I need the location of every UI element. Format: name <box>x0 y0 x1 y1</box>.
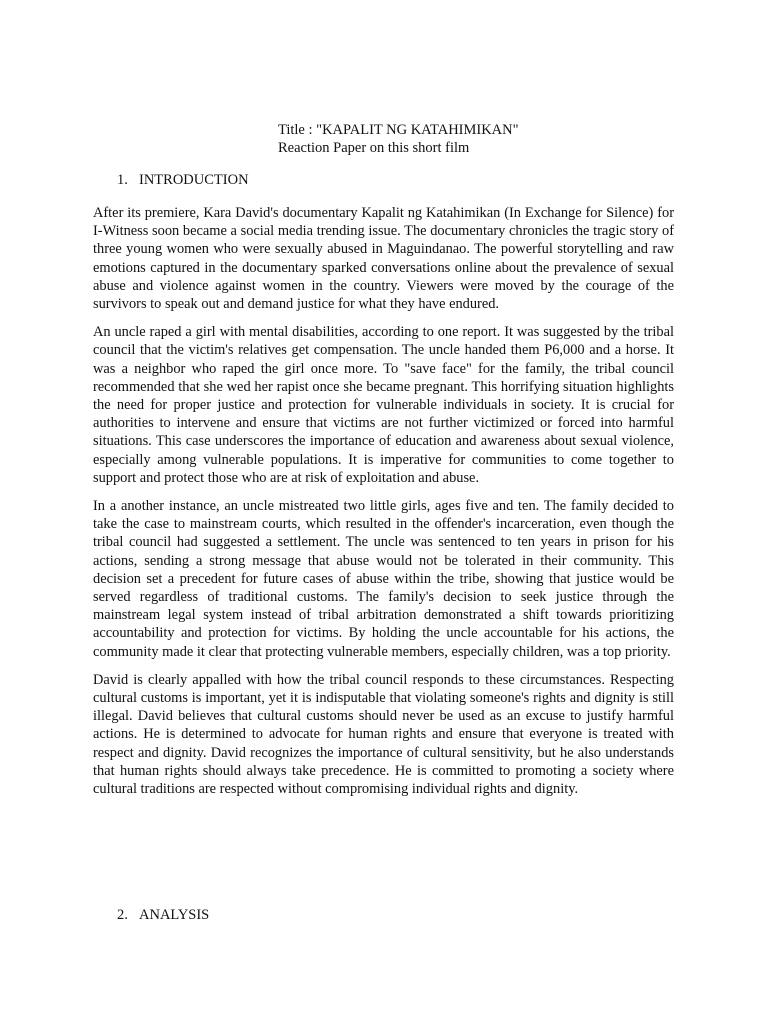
section-label: INTRODUCTION <box>139 172 249 188</box>
document-title: Title : "KAPALIT NG KATAHIMIKAN" <box>278 122 519 138</box>
section-heading-introduction <box>117 171 249 189</box>
introduction-body <box>93 204 674 808</box>
title-block <box>278 121 519 157</box>
section-label: ANALYSIS <box>139 907 210 923</box>
paragraph: In a another instance, an uncle mistreated two little girls, ages five and ten. The family decided to take the case to mainstream courts, which resulted in the offender's incarceration, even though the tribal council had suggested a settlement. The uncle was sentenced to ten years in prison for his actions, sending a strong message that abuse would not be tolerated in their community. This decision set a precedent for future cases of abuse within the tribe, showing that justice would be served regardless of traditional customs. The family's decision to seek justice through the mainstream legal system instead of tribal arbitration demonstrated a shift towards prioritizing accountability and protection for victims. By holding the uncle accountable for his actions, the community made it clear that protecting vulnerable members, especially children, was a top priority. <box>93 498 674 660</box>
section-number: 1. <box>117 172 128 188</box>
section-number: 2. <box>117 907 128 923</box>
paragraph: David is clearly appalled with how the tribal council responds to these circumstances. Respecting cultural customs is important, yet it is indisputable that violating someone's rights and dignity is still illegal. David believes that cultural customs should never be used as an excuse to justify harmful actions. He is determined to advocate for human rights and ensure that everyone is treated with respect and dignity. David recognizes the importance of cultural sensitivity, but he also understands that human rights should always take precedence. He is committed to promoting a society where cultural traditions are respected without compromising individual rights and dignity. <box>93 671 674 798</box>
document-subtitle: Reaction Paper on this short film <box>278 140 470 156</box>
section-heading-analysis <box>117 906 209 924</box>
paragraph: After its premiere, Kara David's documentary Kapalit ng Katahimikan (In Exchange for Silence) for I-Witness soon became a social media trending issue. The documentary chronicles the tragic story of three young women who were sexually abused in Maguindanao. The powerful storytelling and raw emotions captured in the documentary sparked conversations online about the prevalence of sexual abuse and violence against women in the country. Viewers were moved by the courage of the survivors to speak out and demand justice for what they have endured. <box>93 205 674 313</box>
paragraph: An uncle raped a girl with mental disabilities, according to one report. It was suggested by the tribal council that the victim's relatives get compensation. The uncle handed them P6,000 and a horse. It was a neighbor who raped the girl once more. To "save face" for the family, the tribal council recommended that she wed her rapist once she became pregnant. This horrifying situation highlights the need for proper justice and protection for vulnerable individuals in society. It is crucial for authorities to intervene and ensure that victims are not further victimized or forced into harmful situations. This case underscores the importance of education and awareness about sexual violence, especially among vulnerable populations. It is imperative for communities to come together to support and protect those who are at risk of exploitation and abuse. <box>93 324 674 486</box>
